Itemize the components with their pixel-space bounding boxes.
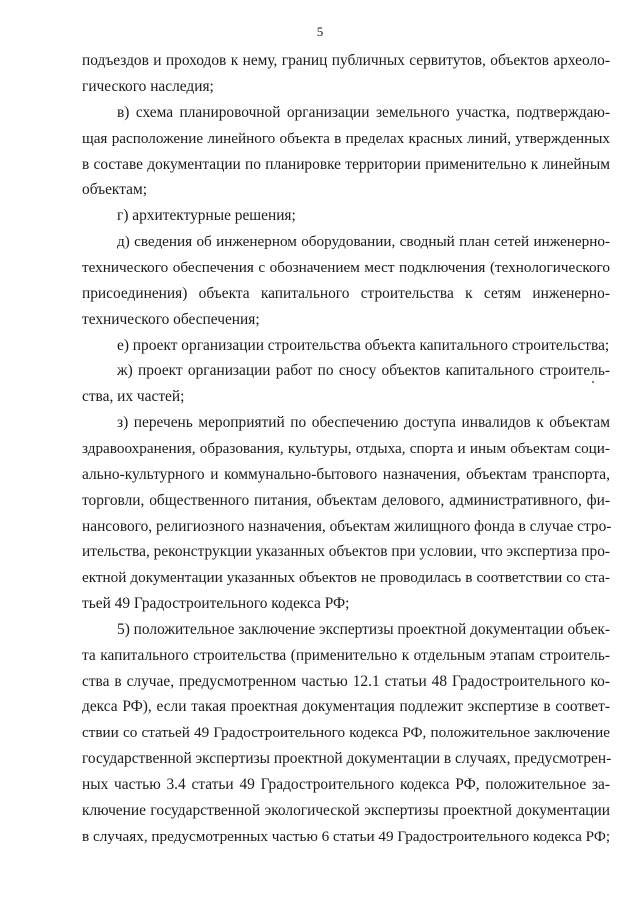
text-line: ства, их частей;: [82, 388, 185, 405]
text-line: ектной документации указанных объектов не проводилась в соответствии со ста-: [82, 569, 610, 586]
text-line: е) проект организации строительства объекта капитального строительства;: [117, 337, 610, 354]
text-line: ства в случае, предусмотренном частью 12.1 статьи 48 Градостроительного ко-: [82, 673, 610, 690]
text-line: в составе документации по планировке территории применительно к линейным: [82, 156, 610, 173]
page-number: 5: [316, 24, 324, 39]
text-line: технического обеспечения;: [82, 311, 260, 328]
text-line: здравоохранения, образования, культуры, отдыха, спорта и иным объектам соци-: [82, 440, 610, 457]
text-line: в) схема планировочной организации земельного участка, подтверждаю-: [117, 104, 610, 121]
text-line: г) архитектурные решения;: [117, 207, 296, 224]
text-line: объектам;: [82, 181, 147, 198]
text-line: ительства, реконструкции указанных объектов при условии, что экспертиза про-: [82, 543, 611, 560]
text-line: декса РФ), если такая проектная документация подлежит экспертизе в соответ-: [82, 698, 610, 715]
text-line: щая расположение линейного объекта в пределах красных линий, утвержденных: [82, 130, 610, 147]
text-line: технического обеспечения с обозначением мест подключения (технологического: [82, 259, 610, 276]
text-line: нансового, религиозного назначения, объектам жилищного фонда в случае стро-: [82, 518, 612, 535]
text-line: государственной экспертизы проектной документации в случаях, предусмотрен-: [82, 750, 612, 767]
text-line: в случаях, предусмотренных частью 6 статьи 49 Градостроительного кодекса РФ;: [82, 828, 611, 845]
text-line: ных частью 3.4 статьи 49 Градостроительного кодекса РФ, положительное за-: [82, 776, 610, 793]
text-line: з) перечень мероприятий по обеспечению доступа инвалидов к объектам: [117, 414, 610, 431]
text-line: ж) проект организации работ по сносу объектов капитального строитель-: [117, 362, 610, 379]
text-line: та капитального строительства (применительно к отдельным этапам строитель-: [82, 647, 610, 664]
text-line: д) сведения об инженерном оборудовании, сводный план сетей инженерно-: [117, 233, 610, 250]
text-line: ально-культурного и коммунально-бытового назначения, объектам транспорта,: [82, 466, 610, 483]
text-line: подъездов и проходов к нему, границ публичных сервитутов, объектов археоло-: [82, 52, 610, 69]
text-line: гического наследия;: [82, 78, 214, 95]
text-line: 5) положительное заключение экспертизы проектной документации объек-: [117, 621, 610, 638]
text-line: тьей 49 Градостроительного кодекса РФ;: [82, 595, 350, 612]
text-line: присоединения) объекта капитального строительства к сетям инженерно-: [82, 285, 610, 302]
text-line: ключение государственной экологической экспертизы проектной документации: [82, 802, 610, 819]
text-line: торговли, общественного питания, объектам делового, административного, фи-: [82, 492, 610, 509]
text-line: ствии со статьей 49 Градостроительного кодекса РФ, положительное заключение: [82, 724, 610, 741]
stray-mark: [592, 381, 594, 383]
